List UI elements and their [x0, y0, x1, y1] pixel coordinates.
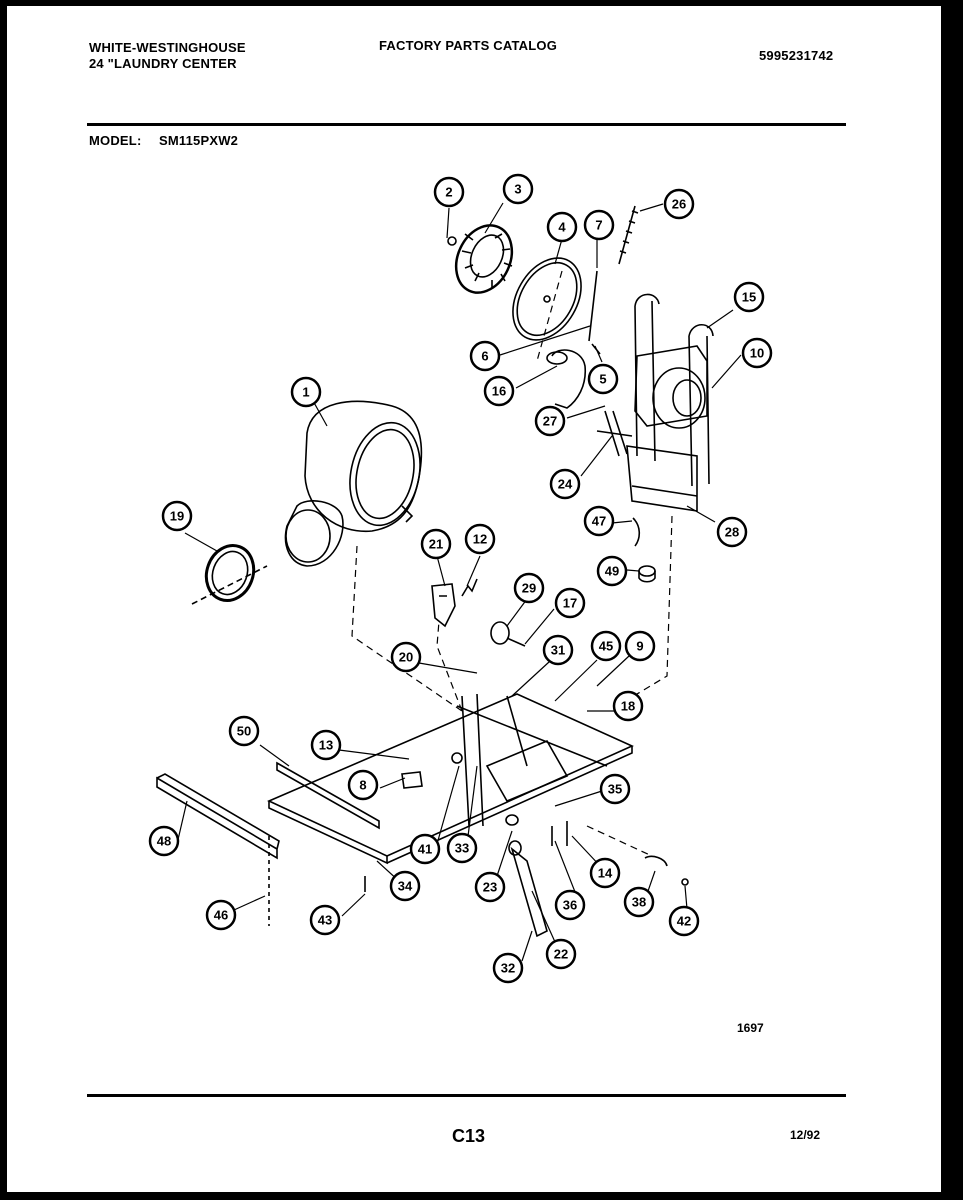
callout-number: 46 [213, 907, 229, 923]
callout-number: 35 [607, 781, 623, 797]
callout-number: 9 [636, 638, 644, 654]
footer-rule [87, 1094, 846, 1097]
callout-number: 34 [397, 878, 413, 894]
callout-35 [601, 775, 629, 803]
callout-number: 45 [598, 638, 614, 654]
switch-bracket-drawing [432, 584, 455, 626]
callout-42 [670, 907, 698, 935]
lever-drawing [506, 815, 547, 936]
callout-number: 18 [620, 698, 636, 714]
callout-22 [547, 940, 575, 968]
callout-16 [485, 377, 513, 405]
callout-number: 43 [317, 912, 333, 928]
gasket-disc-drawing [499, 246, 595, 352]
exploded-parts-diagram [7, 6, 941, 1192]
callout-number: 36 [562, 897, 578, 913]
model-label: MODEL: [89, 133, 142, 148]
callout-number: 12 [472, 531, 488, 547]
callout-number: 29 [521, 580, 537, 596]
knob-drawing [639, 566, 655, 582]
callout-12 [466, 525, 494, 553]
callout-2 [435, 178, 463, 206]
screw-drawing [645, 856, 667, 866]
catalog-page [7, 6, 941, 1192]
callout-29 [515, 574, 543, 602]
spring-drawing [619, 206, 638, 264]
callout-23 [476, 873, 504, 901]
bracket-8-drawing [402, 772, 422, 788]
motor-assembly-drawing [597, 294, 713, 511]
callout-number: 48 [156, 833, 172, 849]
callout-31 [544, 636, 572, 664]
callout-36 [556, 891, 584, 919]
figure-code: 1697 [737, 1021, 764, 1035]
callout-28 [718, 518, 746, 546]
callout-number: 3 [514, 181, 522, 197]
callout-9 [626, 632, 654, 660]
callout-1 [292, 378, 320, 406]
page-code: C13 [452, 1126, 486, 1146]
callout-8 [349, 771, 377, 799]
callout-7 [585, 211, 613, 239]
callout-15 [735, 283, 763, 311]
model-number: SM115PXW2 [159, 133, 239, 148]
seal-ring-drawing [192, 539, 267, 607]
callout-47 [585, 507, 613, 535]
callout-number: 22 [553, 946, 569, 962]
callout-number: 19 [169, 508, 185, 524]
base-frame-drawing [269, 694, 632, 863]
callout-number: 14 [597, 865, 613, 881]
callout-43 [311, 906, 339, 934]
callout-number: 10 [749, 345, 765, 361]
callout-46 [207, 901, 235, 929]
callout-32 [494, 954, 522, 982]
callout-14 [591, 859, 619, 887]
callout-number: 17 [562, 595, 578, 611]
callout-19 [163, 502, 191, 530]
callout-number: 33 [454, 840, 470, 856]
callout-41 [411, 835, 439, 863]
callout-13 [312, 731, 340, 759]
washer-drawing [452, 753, 462, 763]
callout-48 [150, 827, 178, 855]
callout-number: 1 [302, 384, 310, 400]
rod-drawing [589, 271, 600, 354]
hose-drawing [633, 518, 639, 546]
bearing-bracket-drawing [547, 350, 585, 408]
nut-drawing [682, 879, 688, 885]
callout-38 [625, 888, 653, 916]
blower-housing-drawing [286, 401, 430, 566]
callout-number: 6 [481, 348, 489, 364]
callout-number: 8 [359, 777, 367, 793]
callout-4 [548, 213, 576, 241]
callout-number: 41 [417, 841, 433, 857]
revision-date: 12/92 [790, 1128, 821, 1142]
callout-10 [743, 339, 771, 367]
callout-number: 4 [558, 219, 566, 235]
callout-number: 13 [318, 737, 334, 753]
blower-wheel-drawing [446, 216, 523, 301]
catalog-number: 5995231742 [759, 48, 834, 63]
callout-50 [230, 717, 258, 745]
callout-number: 32 [500, 960, 516, 976]
callout-33 [448, 834, 476, 862]
callout-number: 38 [631, 894, 647, 910]
callout-5 [589, 365, 617, 393]
callout-6 [471, 342, 499, 370]
callout-number: 24 [557, 476, 573, 492]
callout-number: 28 [724, 524, 740, 540]
callout-number: 50 [236, 723, 252, 739]
callout-27 [536, 407, 564, 435]
callout-number: 5 [599, 371, 607, 387]
callout-number: 47 [591, 513, 607, 529]
callout-3 [504, 175, 532, 203]
callout-number: 31 [550, 642, 566, 658]
callout-number: 2 [445, 184, 453, 200]
callout-number: 49 [604, 563, 620, 579]
callout-number: 42 [676, 913, 692, 929]
catalog-title: FACTORY PARTS CATALOG [379, 38, 558, 53]
callout-number: 16 [491, 383, 507, 399]
callout-number: 21 [428, 536, 444, 552]
callout-number: 7 [595, 217, 603, 233]
callout-26 [665, 190, 693, 218]
product-line: 24 "LAUNDRY CENTER [89, 56, 237, 71]
callout-number: 23 [482, 879, 498, 895]
callout-number: 27 [542, 413, 558, 429]
callout-49 [598, 557, 626, 585]
callout-number: 20 [398, 649, 414, 665]
callout-45 [592, 632, 620, 660]
callout-bubbles [150, 175, 771, 982]
callout-number: 26 [671, 196, 687, 212]
callout-number: 15 [741, 289, 757, 305]
callout-18 [614, 692, 642, 720]
callout-34 [391, 872, 419, 900]
callout-20 [392, 643, 420, 671]
callout-24 [551, 470, 579, 498]
pin-drawing [552, 821, 567, 846]
callout-17 [556, 589, 584, 617]
brand-name: WHITE-WESTINGHOUSE [89, 40, 246, 55]
callout-21 [422, 530, 450, 558]
parts-drawing [157, 206, 713, 936]
